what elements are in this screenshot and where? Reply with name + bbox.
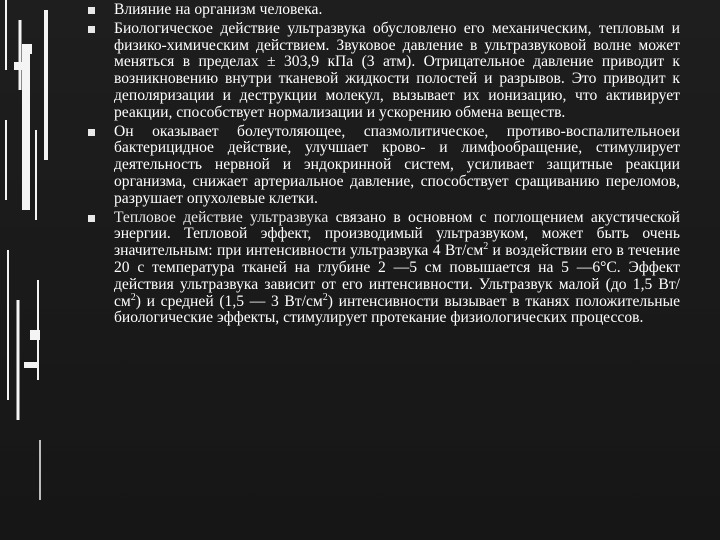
- decorative-bars-graphic: [0, 0, 100, 540]
- bullet-item-thermal-action: [88, 210, 680, 328]
- superscript: 2: [322, 291, 328, 303]
- bullet-square-icon: [88, 26, 95, 33]
- heading-text: Влияние на организм человека.: [114, 1, 323, 18]
- slide-content: [88, 2, 680, 329]
- bullet-item-effects: [88, 124, 680, 208]
- bullet-square-icon: [88, 215, 95, 222]
- paragraph-text: Биологическое действие ультразвука обусловлено его механическим, тепловым и физико-химическим действием. Звуковое давление в ультразвуковой волне может меняться в пределах ± 303,9 кПа (3 атм). Отрицательное давление приводит к возникновению внутри тканевой жидкости полостей и разрывов. Это приводит к деполяризации и деструкции молекул, вызывает их ионизацию, что активирует реакции, способствует нормализации и ускорению обмена веществ.: [114, 19, 680, 121]
- superscript: 2: [483, 240, 489, 252]
- bullet-square-icon: [88, 7, 95, 14]
- superscript: 2: [130, 291, 136, 303]
- paragraph-text: ) и средней (1,5 — 3 Вт/см: [135, 292, 323, 310]
- bullet-square-icon: [88, 129, 95, 136]
- bullet-item-heading: [88, 2, 680, 19]
- paragraph-text: и воздействии его в течение 20 с температура тканей на глубине 2 —5 см повышается на 5 —6°С. Эффект действия ультразвука зависит от его интенсивности. Ультразвук малой (до 1,5 Вт/см: [114, 242, 680, 310]
- bullet-list: [88, 2, 680, 327]
- highlighted-term: Тепловое действие ультразвука: [114, 208, 329, 226]
- bullet-item-biological-action: [88, 21, 680, 122]
- paragraph-text: связано в основном с поглощением акустической энергии. Тепловой эффект, производимый ультразвуком, может быть очень значительным: при интенсивности ультразвука 4 Вт/см: [114, 208, 681, 260]
- paragraph-text: Он оказывает болеутоляющее, спазмолитическое, противо-воспалительноеи бактерицидное действие, улучшает крово- и лимфообращение, стимулирует деятельность нервной и эндокринной систем, усиливает защитные реакции организма, снижает артериальное давление, способствует сращиванию переломов, разрушает опухолевые клетки.: [114, 122, 680, 207]
- paragraph-text: ) интенсивности вызывает в тканях положительные биологические эффекты, стимулирует протекание физиологических процессов.: [114, 292, 680, 327]
